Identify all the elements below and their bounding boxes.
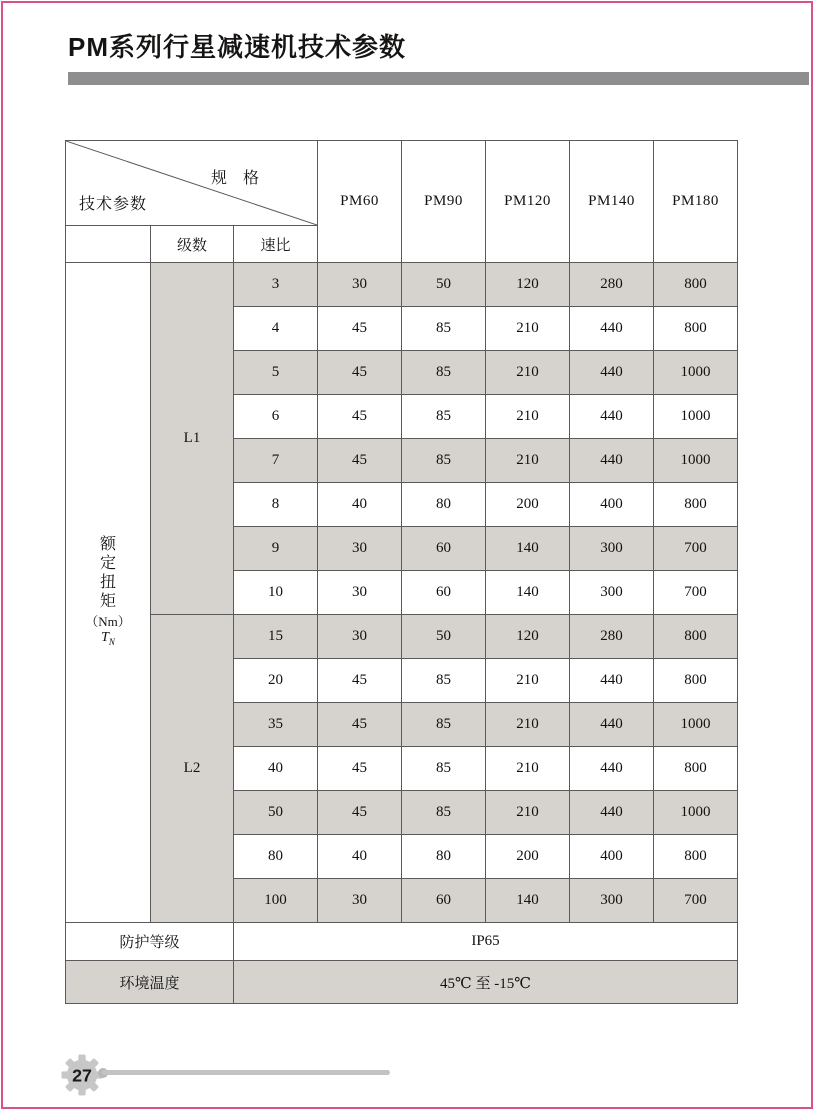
torque-value-cell: 45	[318, 395, 402, 439]
torque-value-cell: 440	[570, 351, 654, 395]
torque-value-cell: 210	[486, 439, 570, 483]
title-underline-bar	[68, 72, 809, 85]
table-row	[66, 615, 738, 659]
table-row	[66, 263, 738, 307]
column-header-pm180: PM180	[654, 141, 738, 263]
torque-value-cell: 200	[486, 835, 570, 879]
torque-value-cell: 30	[318, 571, 402, 615]
torque-value-cell: 440	[570, 747, 654, 791]
stage-cell-l2: L2	[151, 615, 234, 923]
torque-value-cell: 1000	[654, 703, 738, 747]
torque-row-label: 额 定 扭 矩 （Nm） $T_N$	[66, 263, 151, 923]
torque-value-cell: 280	[570, 263, 654, 307]
torque-value-cell: 45	[318, 439, 402, 483]
ratio-cell: 15	[234, 615, 318, 659]
ratio-cell: 50	[234, 791, 318, 835]
corner-label-spec: 规 格	[211, 170, 266, 187]
torque-value-cell: 210	[486, 791, 570, 835]
page-title: PM系列行星减速机技术参数	[68, 32, 407, 62]
torque-value-cell: 45	[318, 307, 402, 351]
torque-value-cell: 400	[570, 835, 654, 879]
protection-class-label: 防护等级	[66, 923, 234, 961]
torque-value-cell: 80	[402, 835, 486, 879]
torque-value-cell: 440	[570, 395, 654, 439]
torque-value-cell: 60	[402, 527, 486, 571]
torque-value-cell: 40	[318, 835, 402, 879]
torque-value-cell: 30	[318, 615, 402, 659]
spec-table	[65, 140, 738, 1004]
diagonal-header-cell	[66, 141, 318, 226]
ambient-temperature-label: 环境温度	[66, 961, 234, 1004]
header-row	[66, 141, 738, 226]
ratio-cell: 3	[234, 263, 318, 307]
torque-value-cell: 120	[486, 263, 570, 307]
torque-value-cell: 800	[654, 659, 738, 703]
ratio-cell: 8	[234, 483, 318, 527]
torque-value-cell: 210	[486, 307, 570, 351]
torque-value-cell: 210	[486, 351, 570, 395]
torque-value-cell: 300	[570, 571, 654, 615]
torque-value-cell: 700	[654, 571, 738, 615]
torque-value-cell: 45	[318, 703, 402, 747]
torque-value-cell: 140	[486, 571, 570, 615]
ratio-cell: 9	[234, 527, 318, 571]
ratio-cell: 5	[234, 351, 318, 395]
torque-value-cell: 50	[402, 615, 486, 659]
torque-value-cell: 45	[318, 351, 402, 395]
ratio-cell: 35	[234, 703, 318, 747]
torque-value-cell: 30	[318, 263, 402, 307]
protection-class-row	[66, 923, 738, 961]
column-header-pm60: PM60	[318, 141, 402, 263]
torque-value-cell: 85	[402, 351, 486, 395]
ambient-temperature-value: 45℃ 至 -15℃	[234, 961, 738, 1004]
torque-value-cell: 440	[570, 307, 654, 351]
torque-value-cell: 1000	[654, 439, 738, 483]
torque-value-cell: 440	[570, 703, 654, 747]
torque-value-cell: 440	[570, 791, 654, 835]
torque-value-cell: 440	[570, 659, 654, 703]
torque-value-cell: 80	[402, 483, 486, 527]
subheader-empty-cell	[66, 226, 151, 263]
torque-value-cell: 440	[570, 439, 654, 483]
ratio-cell: 6	[234, 395, 318, 439]
torque-value-cell: 45	[318, 659, 402, 703]
torque-value-cell: 800	[654, 835, 738, 879]
torque-value-cell: 30	[318, 879, 402, 923]
ratio-cell: 40	[234, 747, 318, 791]
torque-value-cell: 40	[318, 483, 402, 527]
torque-value-cell: 85	[402, 791, 486, 835]
protection-class-value: IP65	[234, 923, 738, 961]
torque-value-cell: 210	[486, 747, 570, 791]
torque-value-cell: 45	[318, 791, 402, 835]
torque-value-cell: 280	[570, 615, 654, 659]
ratio-cell: 4	[234, 307, 318, 351]
torque-value-cell: 800	[654, 615, 738, 659]
torque-value-cell: 30	[318, 527, 402, 571]
torque-value-cell: 700	[654, 527, 738, 571]
ratio-cell: 20	[234, 659, 318, 703]
gear-page-badge	[61, 1054, 103, 1096]
torque-value-cell: 85	[402, 659, 486, 703]
torque-value-cell: 85	[402, 747, 486, 791]
torque-value-cell: 700	[654, 879, 738, 923]
ambient-temperature-row	[66, 961, 738, 1004]
column-header-pm120: PM120	[486, 141, 570, 263]
torque-value-cell: 50	[402, 263, 486, 307]
column-header-pm140: PM140	[570, 141, 654, 263]
torque-value-cell: 120	[486, 615, 570, 659]
footer-decorative-line	[102, 1070, 390, 1075]
torque-value-cell: 45	[318, 747, 402, 791]
torque-value-cell: 300	[570, 879, 654, 923]
torque-value-cell: 85	[402, 703, 486, 747]
column-header-pm90: PM90	[402, 141, 486, 263]
torque-value-cell: 85	[402, 395, 486, 439]
torque-value-cell: 800	[654, 747, 738, 791]
torque-value-cell: 300	[570, 527, 654, 571]
torque-value-cell: 60	[402, 879, 486, 923]
torque-value-cell: 800	[654, 263, 738, 307]
ratio-cell: 7	[234, 439, 318, 483]
ratio-cell: 10	[234, 571, 318, 615]
torque-value-cell: 60	[402, 571, 486, 615]
page-number: 27	[72, 1065, 92, 1086]
torque-value-cell: 140	[486, 527, 570, 571]
torque-value-cell: 1000	[654, 351, 738, 395]
subheader-stage: 级数	[151, 226, 234, 263]
torque-value-cell: 140	[486, 879, 570, 923]
subheader-ratio: 速比	[234, 226, 318, 263]
torque-value-cell: 210	[486, 703, 570, 747]
ratio-cell: 80	[234, 835, 318, 879]
torque-value-cell: 800	[654, 307, 738, 351]
torque-value-cell: 1000	[654, 791, 738, 835]
corner-label-params: 技术参数	[79, 196, 148, 213]
torque-value-cell: 85	[402, 439, 486, 483]
ratio-cell: 100	[234, 879, 318, 923]
torque-value-cell: 800	[654, 483, 738, 527]
torque-value-cell: 200	[486, 483, 570, 527]
stage-cell-l1: L1	[151, 263, 234, 615]
torque-value-cell: 85	[402, 307, 486, 351]
torque-value-cell: 1000	[654, 395, 738, 439]
torque-value-cell: 210	[486, 395, 570, 439]
torque-value-cell: 210	[486, 659, 570, 703]
torque-value-cell: 400	[570, 483, 654, 527]
